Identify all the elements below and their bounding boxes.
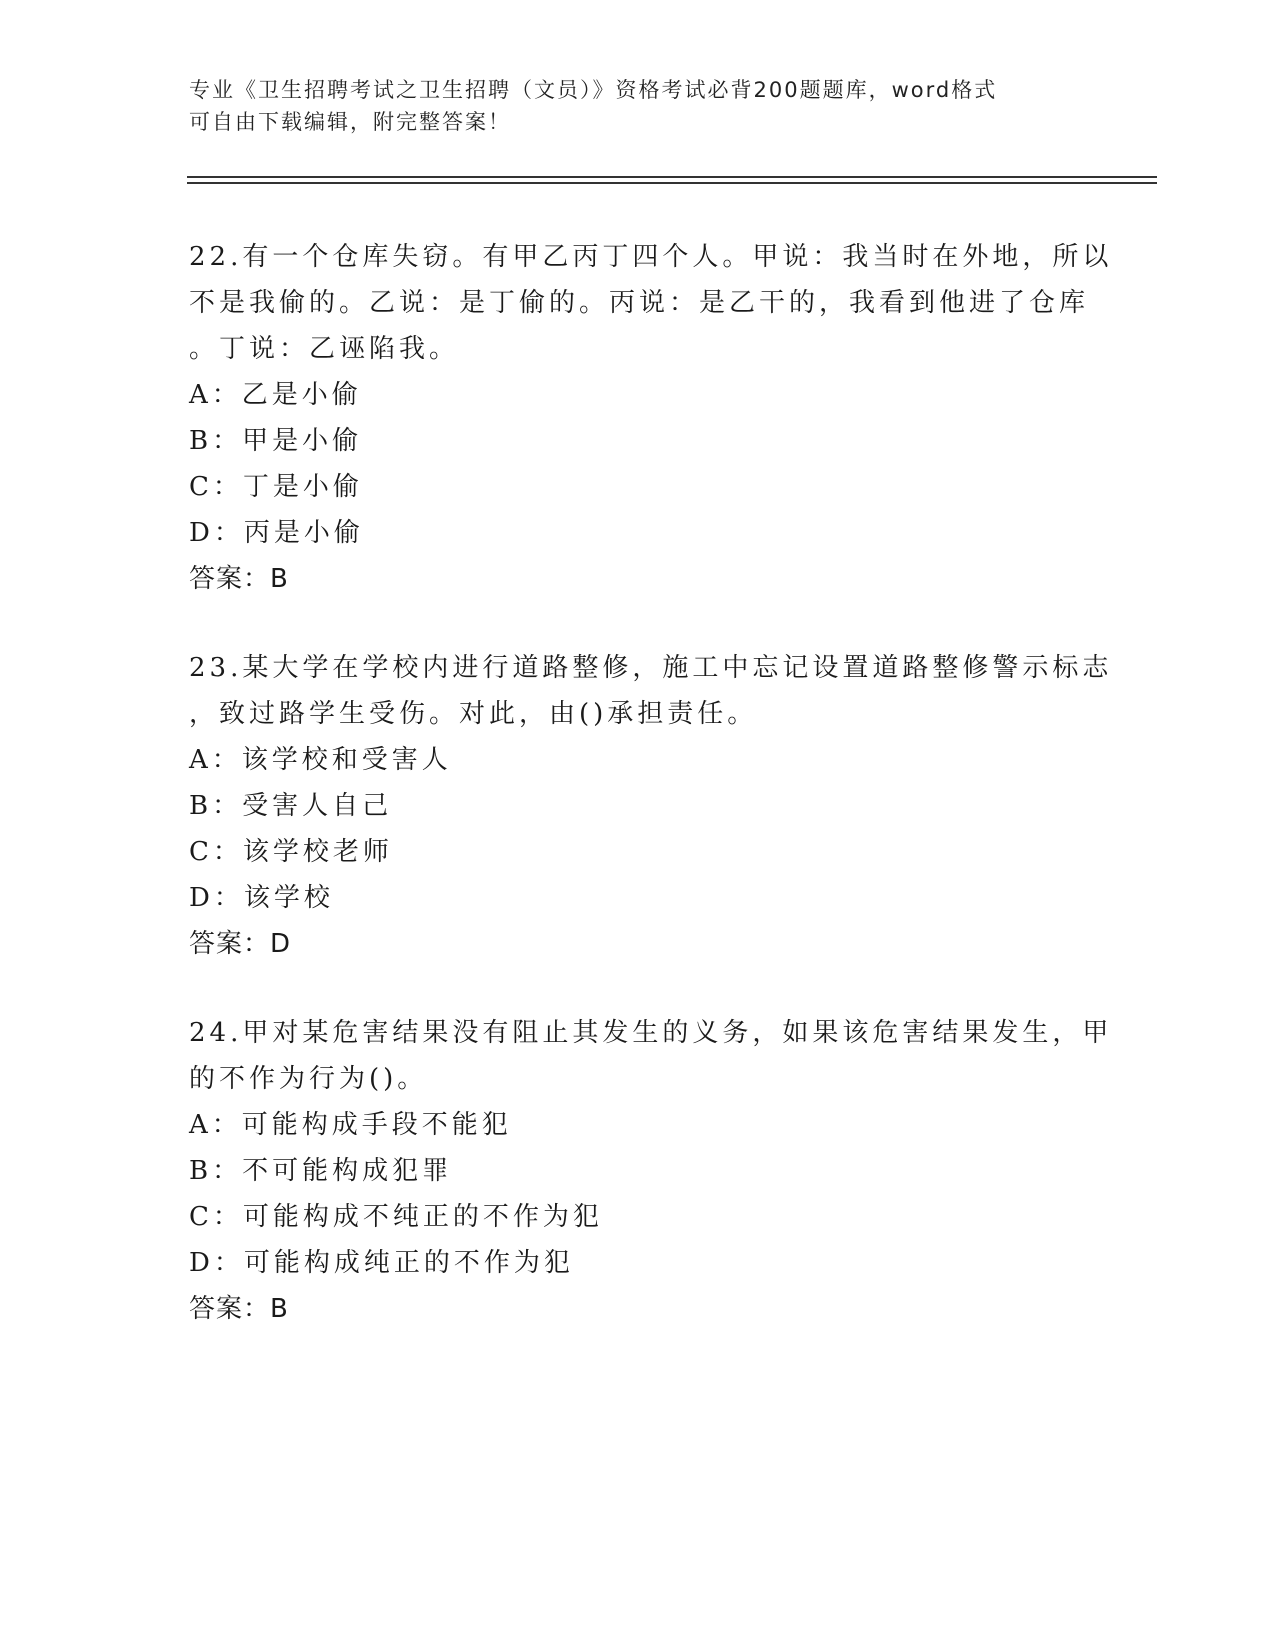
- option-a: A：该学校和受害人: [189, 745, 452, 775]
- question-stem: [189, 645, 1113, 737]
- stem-line: 23.某大学在学校内进行道路整修，施工中忘记设置道路整修警示标志: [189, 653, 1113, 683]
- stem-line: 的不作为行为()。: [189, 1064, 428, 1094]
- option-b: B：甲是小偷: [189, 426, 363, 456]
- option-d: D：该学校: [189, 883, 334, 913]
- option-b: B：不可能构成犯罪: [189, 1156, 453, 1186]
- stem-line: ，致过路学生受伤。对此，由()承担责任。: [189, 699, 758, 729]
- option-a: A：乙是小偷: [189, 380, 362, 410]
- question-stem: [189, 234, 1113, 372]
- option-d: D：可能构成纯正的不作为犯: [189, 1248, 574, 1278]
- stem-line: 不是我偷的。乙说：是丁偷的。丙说：是乙干的，我看到他进了仓库: [189, 288, 1090, 318]
- option-c: C：可能构成不纯正的不作为犯: [189, 1202, 603, 1232]
- header-divider-top: [187, 176, 1157, 178]
- question-23: [189, 645, 1113, 967]
- answer: 答案：D: [189, 929, 292, 959]
- question-22: [189, 234, 1113, 602]
- option-a: A：可能构成手段不能犯: [189, 1110, 512, 1140]
- page-header: [189, 74, 1089, 138]
- answer: 答案：B: [189, 564, 289, 594]
- question-24: [189, 1010, 1113, 1332]
- option-b: B：受害人自己: [189, 791, 393, 821]
- header-line-1: 专业《卫生招聘考试之卫生招聘（文员）》资格考试必背200题题库，word格式: [189, 78, 998, 102]
- stem-line: 24.甲对某危害结果没有阻止其发生的义务，如果该危害结果发生，甲: [189, 1018, 1113, 1048]
- header-divider-bottom: [187, 182, 1157, 184]
- option-d: D：丙是小偷: [189, 518, 364, 548]
- stem-line: 。丁说：乙诬陷我。: [189, 334, 460, 364]
- option-c: C：该学校老师: [189, 837, 393, 867]
- header-line-2: 可自由下载编辑，附完整答案！: [189, 110, 511, 134]
- answer: 答案：B: [189, 1294, 289, 1324]
- option-c: C：丁是小偷: [189, 472, 363, 502]
- question-stem: [189, 1010, 1113, 1102]
- stem-line: 22.有一个仓库失窃。有甲乙丙丁四个人。甲说：我当时在外地，所以: [189, 242, 1113, 272]
